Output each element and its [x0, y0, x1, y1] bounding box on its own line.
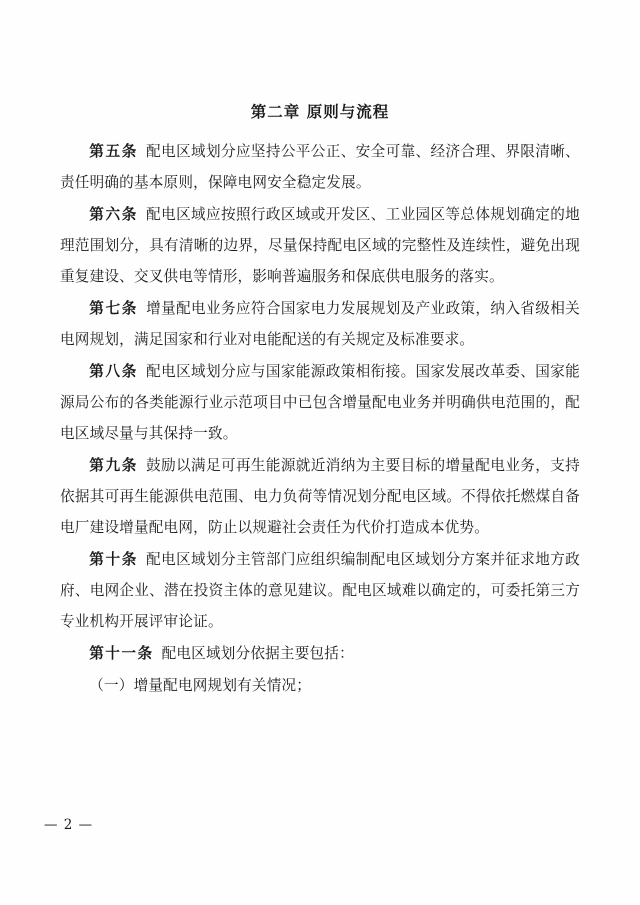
article-label: 第六条: [89, 206, 138, 223]
article-label: 第七条: [89, 300, 138, 317]
page-number: — 2 —: [44, 817, 94, 833]
article-text: 配电区域划分依据主要包括：: [161, 645, 354, 662]
article-paragraph: [60, 544, 580, 637]
article-label: 第十条: [89, 551, 138, 568]
article-paragraph: [60, 199, 580, 292]
article-label: 第五条: [89, 143, 138, 160]
article-paragraph: [60, 136, 580, 198]
article-text: 配电区域划分应与国家能源政策相衔接。国家发展改革委、国家能源局公布的各类能源行业示范项目中已包含增量配电业务并明确供电范围的，配电区域尽量与其保持一致。: [60, 363, 580, 442]
article-paragraph: [60, 356, 580, 449]
article-text: 配电区域应按照行政区域或开发区、工业园区等总体规划确定的地理范围划分，具有清晰的边界，尽量保持配电区域的完整性及连续性，避免出现重复建设、交叉供电等情形，影响普遍服务和保底供电服务的落实。: [60, 206, 580, 285]
article-text: 配电区域划分应坚持公平公正、安全可靠、经济合理、界限清晰、责任明确的基本原则，保障电网安全稳定发展。: [60, 143, 580, 191]
article-label: 第十一条: [89, 645, 154, 662]
article-label: 第八条: [89, 363, 138, 380]
article-text: 增量配电业务应符合国家电力发展规划及产业政策，纳入省级相关电网规划，满足国家和行业对电能配送的有关规定及标准要求。: [60, 300, 580, 348]
chapter-title: 第二章 原则与流程: [250, 102, 390, 121]
article-paragraph: [60, 638, 580, 669]
article-text: 配电区域划分主管部门应组织编制配电区域划分方案并征求地方政府、电网企业、潜在投资主体的意见建议。配电区域难以确定的，可委托第三方专业机构开展评审论证。: [60, 551, 580, 630]
list-item: （一）增量配电网规划有关情况；: [89, 677, 312, 694]
article-paragraph: [60, 450, 580, 543]
article-paragraph: [60, 293, 580, 355]
article-text: 鼓励以满足可再生能源就近消纳为主要目标的增量配电业务，支持依据其可再生能源供电范围、电力负荷等情况划分配电区域。不得依托燃煤自备电厂建设增量配电网，防止以规避社会责任为代价打造成本优势。: [60, 457, 580, 536]
article-label: 第九条: [89, 457, 138, 474]
document-body: [60, 100, 580, 701]
